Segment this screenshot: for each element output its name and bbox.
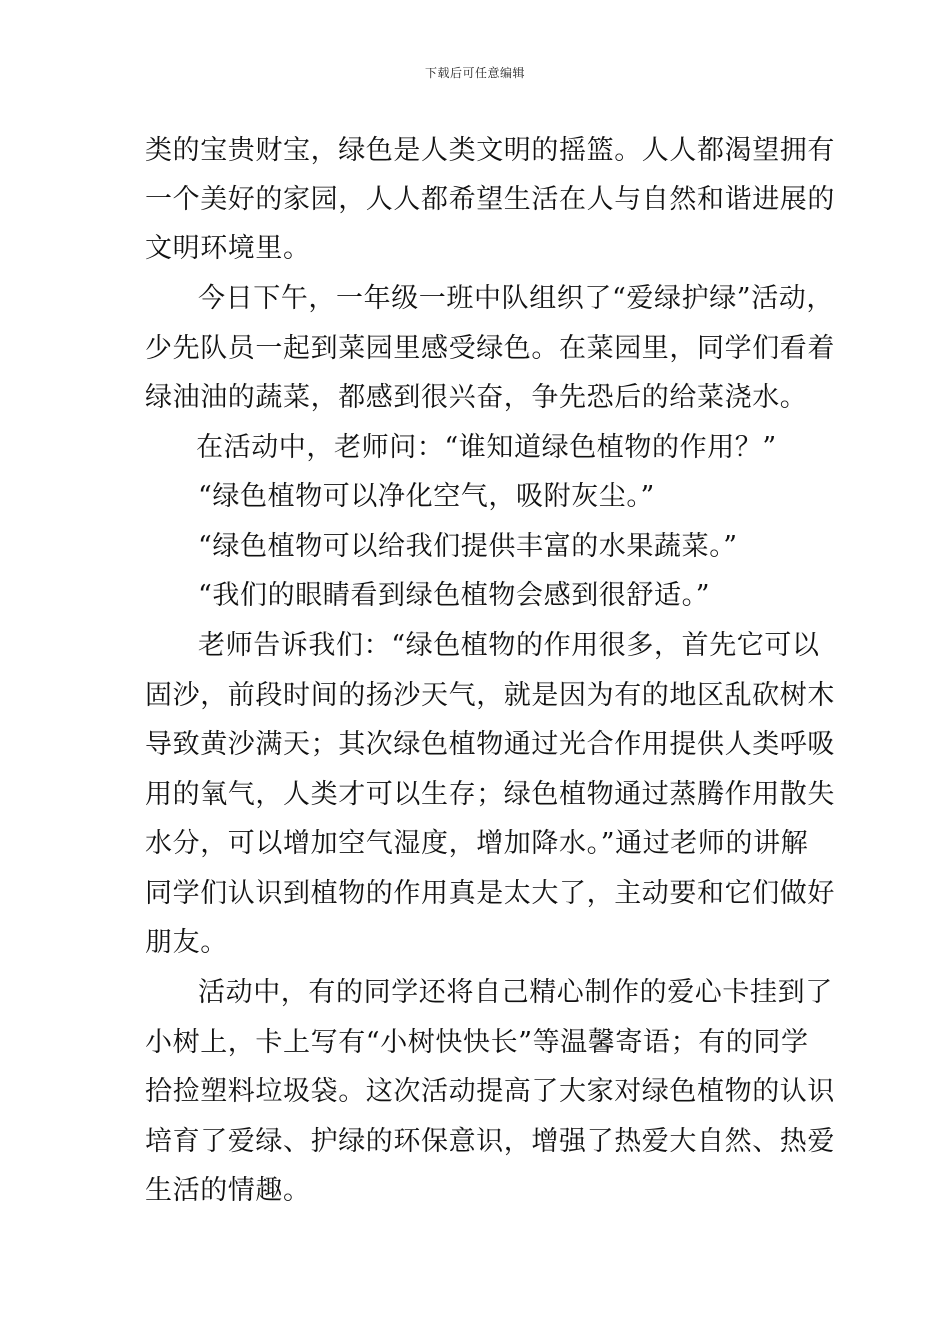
text-line: 导致黄沙满天；其次绿色植物通过光合作用提供人类呼吸 [145,729,835,760]
page-header: 下载后可任意编辑 [424,66,525,80]
text-line: 拾捡塑料垃圾袋。这次活动提高了大家对绿色植物的认识 [145,1076,835,1107]
text-line: 类的宝贵财宝，绿色是人类文明的摇篮。人人都渴望拥有 [145,135,835,166]
text-line: 少先队员一起到菜园里感受绿色。在菜园里，同学们看着 [145,333,835,364]
text-line: 活动中，有的同学还将自己精心制作的爱心卡挂到了 [198,977,833,1008]
text-line: 老师告诉我们：“绿色植物的作用很多，首先它可以 [198,630,820,661]
text-line: 文明环境里。 [145,233,311,264]
text-line: 培育了爱绿、护绿的环保意识，增强了热爱大自然、热爱 [145,1126,835,1157]
text-line: “绿色植物可以给我们提供丰富的水果蔬菜。” [198,531,738,562]
text-line: 用的氧气，人类才可以生存；绿色植物通过蒸腾作用散失 [145,779,835,810]
text-line: 今日下午，一年级一班中队组织了“爱绿护绿”活动， [198,283,835,314]
text-line: 生活的情趣。 [145,1175,311,1206]
text-line: 同学们认识到植物的作用真是太大了，主动要和它们做好 [145,878,835,909]
text-line: 水分，可以增加空气湿度，增加降水。”通过老师的讲解 [145,828,809,859]
text-line: 固沙，前段时间的扬沙天气，就是因为有的地区乱砍树木 [145,680,835,711]
text-line: 小树上，卡上写有“小树快快长”等温馨寄语；有的同学 [145,1027,809,1058]
text-line: 在活动中，老师问：“谁知道绿色植物的作用？” [196,432,777,463]
text-line: 一个美好的家园，人人都希望生活在人与自然和谐进展的 [145,184,835,215]
text-line: “我们的眼睛看到绿色植物会感到很舒适。” [198,580,711,611]
text-line: 朋友。 [145,927,228,958]
text-line: 绿油油的蔬菜，都感到很兴奋，争先恐后的给菜浇水。 [145,382,808,413]
text-line: “绿色植物可以净化空气，吸附灰尘。” [198,481,655,512]
